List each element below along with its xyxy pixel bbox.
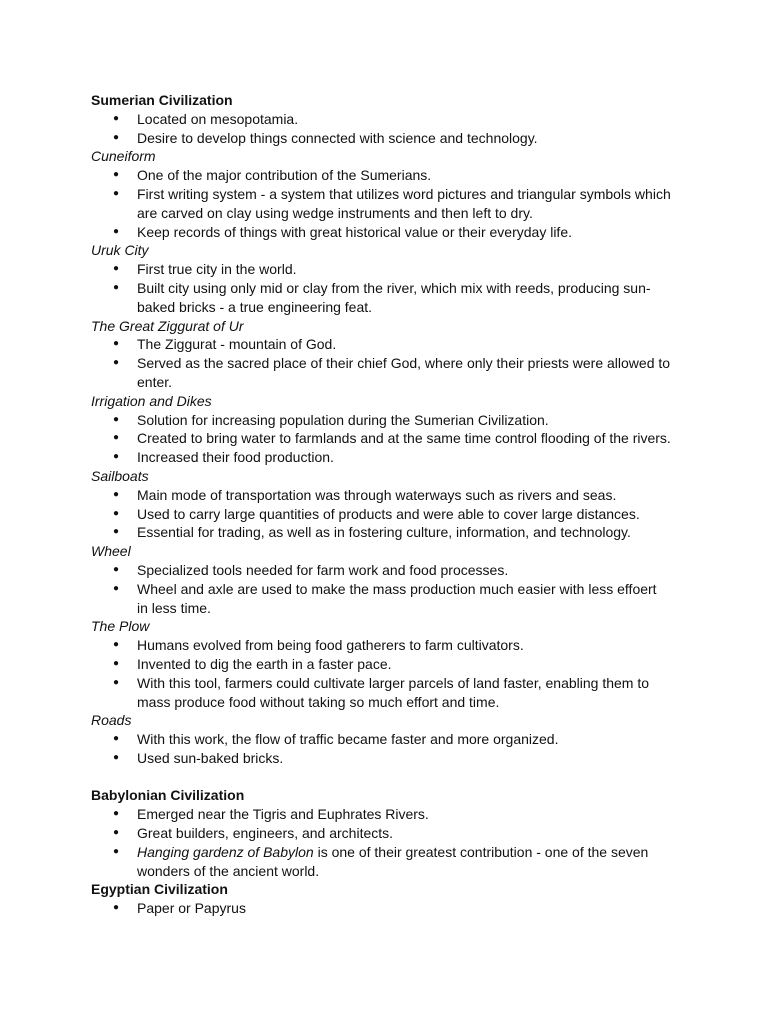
section-heading: Sailboats xyxy=(91,467,149,484)
section xyxy=(91,880,671,918)
bullet-list xyxy=(91,730,671,768)
list-item: ● Essential for trading, as well as in fostering culture, information, and technology. xyxy=(137,523,671,542)
list-item: ● Located on mesopotamia. xyxy=(137,110,671,129)
list-item: ● Wheel and axle are used to make the mass production much easier with less effoert in less time. xyxy=(137,580,671,618)
section-heading: Cuneiform xyxy=(91,148,156,165)
section xyxy=(91,617,671,711)
document-body xyxy=(91,91,671,918)
list-item: ● With this work, the flow of traffic became faster and more organized. xyxy=(137,730,671,749)
list-item: ● Specialized tools needed for farm work and food processes. xyxy=(137,561,671,580)
list-item: ● Emerged near the Tigris and Euphrates Rivers. xyxy=(137,805,671,824)
list-item: ● Created to bring water to farmlands and at the same time control flooding of the rivers. xyxy=(137,429,671,448)
section xyxy=(91,317,671,392)
list-item: ● Humans evolved from being food gatherers to farm cultivators. xyxy=(137,636,671,655)
bullet-list xyxy=(91,486,671,542)
list-item: ● Used to carry large quantities of products and were able to cover large distances. xyxy=(137,505,671,524)
italic-phrase: Hanging gardenz of Babylon xyxy=(137,843,314,860)
bullet-list xyxy=(91,561,671,617)
bullet-list xyxy=(91,166,671,241)
list-item: ● With this tool, farmers could cultivate larger parcels of land faster, enabling them to mass produce food without taking so much effort and time. xyxy=(137,674,671,712)
list-item: ● The Ziggurat - mountain of God. xyxy=(137,335,671,354)
list-item: ● Paper or Papyrus xyxy=(137,899,671,918)
list-item: ● Main mode of transportation was through waterways such as rivers and seas. xyxy=(137,486,671,505)
section-heading: The Plow xyxy=(91,618,150,635)
list-item: ● First writing system - a system that utilizes word pictures and triangular symbols which are carved on clay using wedge instruments and then left to dry. xyxy=(137,185,671,223)
list-item: ● Increased their food production. xyxy=(137,448,671,467)
list-item-text: is one of their greatest contribution - one of the seven wonders of the ancient world. xyxy=(137,843,649,879)
section-heading: Egyptian Civilization xyxy=(91,881,228,898)
section-heading: Uruk City xyxy=(91,242,149,259)
section-heading: Irrigation and Dikes xyxy=(91,392,212,409)
bullet-list xyxy=(91,335,671,391)
list-item: ● Invented to dig the earth in a faster pace. xyxy=(137,655,671,674)
bullet-list xyxy=(91,110,671,148)
bullet-list xyxy=(91,899,671,918)
bullet-list xyxy=(91,636,671,711)
list-item: ● Keep records of things with great historical value or their everyday life. xyxy=(137,223,671,242)
list-item: ● One of the major contribution of the Sumerians. xyxy=(137,166,671,185)
list-item: ● First true city in the world. xyxy=(137,260,671,279)
bullet-list xyxy=(91,260,671,316)
section xyxy=(91,147,671,241)
section-heading: Wheel xyxy=(91,543,131,560)
section-heading: The Great Ziggurat of Ur xyxy=(91,317,244,334)
section xyxy=(91,241,671,316)
list-item: ● Solution for increasing population during the Sumerian Civilization. xyxy=(137,411,671,430)
section xyxy=(91,711,671,767)
list-item: ● Desire to develop things connected with science and technology. xyxy=(137,129,671,148)
section xyxy=(91,467,671,542)
section xyxy=(91,786,671,880)
list-item: ● Built city using only mid or clay from the river, which mix with reeds, producing sun-baked bricks - a true engineering feat. xyxy=(137,279,671,317)
list-item xyxy=(137,843,671,881)
bullet-list xyxy=(91,805,671,880)
section xyxy=(91,392,671,467)
list-item: ● Great builders, engineers, and architects. xyxy=(137,824,671,843)
section xyxy=(91,91,671,147)
section-heading: Babylonian Civilization xyxy=(91,787,245,804)
section xyxy=(91,542,671,617)
section-heading: Sumerian Civilization xyxy=(91,92,233,108)
bullet-list xyxy=(91,411,671,467)
section-heading: Roads xyxy=(91,712,132,729)
list-item: ● Used sun-baked bricks. xyxy=(137,749,671,768)
list-item: ● Served as the sacred place of their chief God, where only their priests were allowed to enter. xyxy=(137,354,671,392)
